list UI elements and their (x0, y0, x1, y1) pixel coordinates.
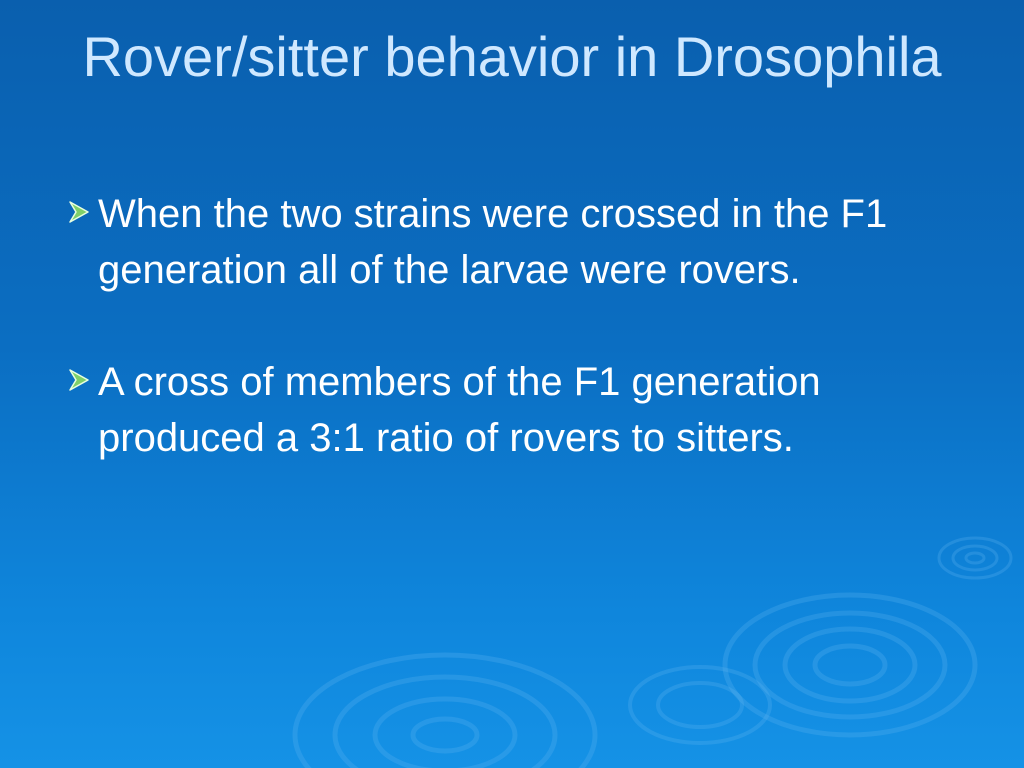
bullet-text: A cross of members of the F1 generation produced a 3:1 ratio of rovers to sitters. (98, 360, 821, 460)
bullet-item (64, 186, 964, 298)
slide-title: Rover/sitter behavior in Drosophila (82, 25, 942, 88)
arrow-bullet-icon (64, 368, 98, 392)
arrow-bullet-icon (64, 200, 98, 224)
bullet-text: When the two strains were crossed in the F1 generation all of the larvae were rovers. (98, 192, 888, 292)
bullet-item (64, 354, 964, 466)
bullet-list (64, 186, 964, 522)
